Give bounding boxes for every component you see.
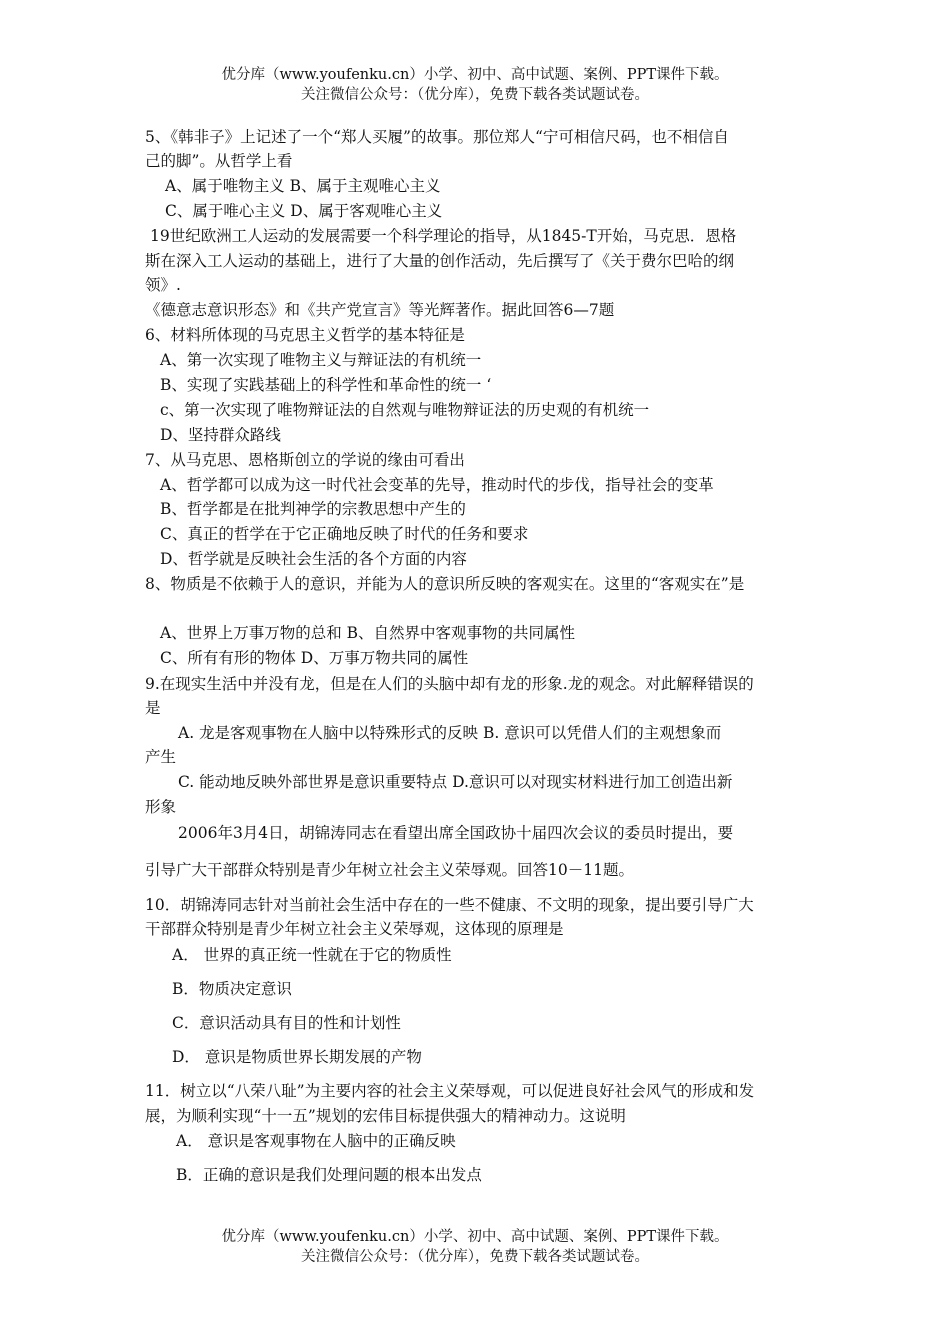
q8-stem: 8、物质是不依赖于人的意识，并能为人的意识所反映的客观实在。这里的“客观实在”是	[145, 575, 745, 593]
q10-stem-1: 10．胡锦涛同志针对当前社会生活中存在的一些不健康、不文明的现象，提出要引导广大	[145, 896, 754, 914]
q5-options-ab: A、属于唯物主义 B、属于主观唯心主义	[165, 177, 441, 195]
q11-option-b: B．正确的意识是我们处理问题的根本出发点	[176, 1166, 482, 1184]
q8-options-ab: A、世界上万事万物的总和 B、自然界中客观事物的共同属性	[160, 624, 576, 642]
q10-stem-2: 干部群众特别是青少年树立社会主义荣辱观，这体现的原理是	[145, 920, 564, 938]
q5-options-cd: C、属于唯心主义 D、属于客观唯心主义	[165, 202, 443, 220]
q5-stem-2: 己的脚”。从哲学上看	[145, 152, 293, 170]
q9-stem-1: 9.在现实生活中并没有龙，但是在人们的头脑中却有龙的形象.龙的观念。对此解释错误的	[145, 675, 754, 693]
q10-option-d: D． 意识是物质世界长期发展的产物	[172, 1048, 422, 1066]
header-line-2: 关注微信公众号：（优分库），免费下载各类试题试卷。	[301, 87, 649, 103]
footer-line-1: 优分库（www.youfenku.cn）小学、初中、高中试题、案例、PPT课件下载。	[221, 1229, 729, 1245]
material2-line-2: 引导广大干部群众特别是青少年树立社会主义荣辱观。回答10－11题。	[145, 861, 634, 879]
header-line-1: 优分库（www.youfenku.cn）小学、初中、高中试题、案例、PPT课件下载。	[221, 67, 729, 83]
q6-option-b: B、实现了实践基础上的科学性和革命性的统一 ‘	[160, 376, 492, 394]
q9-options-cd-1: C. 能动地反映外部世界是意识重要特点 D.意识可以对现实材料进行加工创造出新	[178, 773, 733, 791]
q6-stem: 6、材料所体现的马克思主义哲学的基本特征是	[145, 326, 465, 344]
q7-option-b: B、哲学都是在批判神学的宗教思想中产生的	[160, 500, 466, 518]
footer-line-2: 关注微信公众号：（优分库），免费下载各类试题试卷。	[301, 1249, 649, 1265]
q7-option-d: D、哲学就是反映社会生活的各个方面的内容	[160, 550, 467, 568]
q10-option-b: B．物质决定意识	[172, 980, 292, 998]
q6-option-a: A、第一次实现了唯物主义与辩证法的有机统一	[160, 351, 482, 369]
q9-options-cd-2: 形象	[145, 798, 177, 816]
q10-option-a: A． 世界的真正统一性就在于它的物质性	[172, 946, 452, 964]
material1-line-3: 领》.	[145, 276, 181, 294]
material1-line-4: 《德意志意识形态》和《共产党宣言》等光辉著作。据此回答6—7题	[145, 301, 615, 319]
q9-options-ab-1: A. 龙是客观事物在人脑中以特殊形式的反映 B. 意识可以凭借人们的主观想象而	[178, 724, 722, 742]
material1-line-1: 19世纪欧洲工人运动的发展需要一个科学理论的指导，从1845-T开始，马克思．恩格	[150, 227, 737, 245]
q7-option-a: A、哲学都可以成为这一时代社会变革的先导，推动时代的步伐，指导社会的变革	[160, 476, 714, 494]
q9-stem-2: 是	[145, 699, 161, 717]
q6-option-c: c、第一次实现了唯物辩证法的自然观与唯物辩证法的历史观的有机统一	[160, 401, 650, 419]
q5-stem-1: 5、《韩非子》上记述了一个“郑人买履”的故事。那位郑人“宁可相信尺码，也不相信自	[145, 128, 729, 146]
q11-stem-2: 展，为顺利实现“十一五”规划的宏伟目标提供强大的精神动力。这说明	[145, 1107, 626, 1125]
q7-option-c: C、真正的哲学在于它正确地反映了时代的任务和要求	[160, 525, 529, 543]
q8-options-cd: C、所有有形的物体 D、万事万物共同的属性	[160, 649, 469, 667]
q7-stem: 7、从马克思、恩格斯创立的学说的缘由可看出	[145, 451, 465, 469]
q9-options-ab-2: 产生	[145, 748, 177, 766]
material2-line-1: 2006年3月4日，胡锦涛同志在看望出席全国政协十届四次会议的委员时提出，要	[178, 824, 734, 842]
q11-option-a: A． 意识是客观事物在人脑中的正确反映	[176, 1132, 456, 1150]
material1-line-2: 斯在深入工人运动的基础上，进行了大量的创作活动，先后撰写了《关于费尔巴哈的纲	[145, 252, 735, 270]
q11-stem-1: 11．树立以“八荣八耻”为主要内容的社会主义荣辱观，可以促进良好社会风气的形成和发	[145, 1082, 755, 1100]
q10-option-c: C．意识活动具有目的性和计划性	[172, 1014, 401, 1032]
q6-option-d: D、坚持群众路线	[160, 426, 281, 444]
